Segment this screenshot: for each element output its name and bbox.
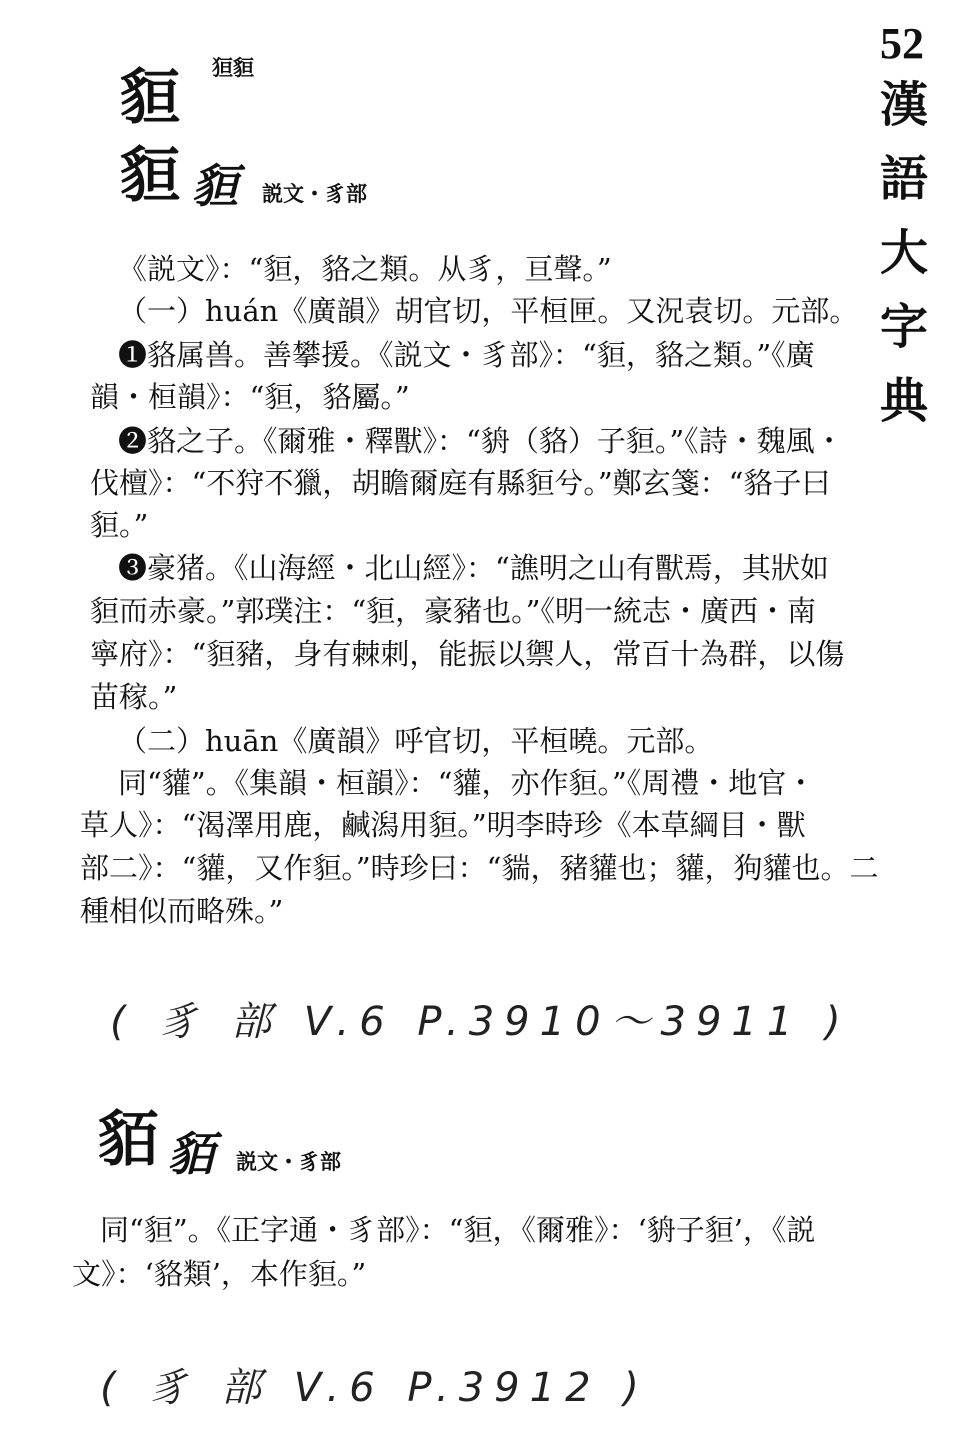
body-line: 韻・桓韻》：“貆，貉屬。” <box>90 380 410 414</box>
body-line: 《説文》：“貆，貉之類。从豸，亘聲。” <box>118 252 612 286</box>
source-label: 説文・豸部 <box>236 1149 341 1174</box>
body-line: 貆而赤豪。”郭璞注：“貆，豪豬也。”《明一統志・廣西・南 <box>90 594 816 628</box>
page-number: 52 <box>880 19 924 68</box>
body-line: ❸豪猪。《山海經・北山經》：“譙明之山有獸焉，其狀如 <box>118 551 829 585</box>
seal-script-glyph: 貊 <box>168 1127 214 1181</box>
body-line: 苗稼。” <box>90 680 178 714</box>
headword-2: 貆 <box>120 141 180 211</box>
body-line: （二）huān《廣韻》呼官切，平桓曉。元部。 <box>118 724 714 758</box>
body-line: 伐檀》：“不狩不獵，胡瞻爾庭有縣貆兮。”鄭玄箋：“貉子曰 <box>90 466 831 500</box>
body-line: 同“貆”。《正字通・豸部》：“貆，《爾雅》：‘貈子貆’，《説 <box>100 1213 816 1247</box>
handwritten-reference: ( 豸 部 V.6 P.3912 ) <box>100 1365 649 1411</box>
body-line: 同“貛”。《集韻・桓韻》：“貛，亦作貆。”《周禮・地官・ <box>118 766 816 800</box>
source-label: 説文・豸部 <box>262 181 367 206</box>
headword-1: 貆 <box>120 63 180 133</box>
body-line: ❶貉属兽。善攀援。《説文・豸部》：“貆，貉之類。”《廣 <box>118 338 815 372</box>
headword-3: 貊 <box>98 1105 158 1175</box>
handwritten-reference: ( 豸 部 V.6 P.3910～3911 ) <box>110 999 851 1045</box>
headword-variants: 狟貆 <box>212 55 254 80</box>
dictionary-title: 漢語大字典 <box>880 77 929 429</box>
body-line: （一）huán《廣韻》胡官切，平桓匣。又況袁切。元部。 <box>118 294 859 328</box>
body-line: 部二》：“貛，又作貆。”時珍曰：“貒，豬貛也；貛，狗貛也。二 <box>80 851 879 885</box>
body-line: 文》：‘貉類’，本作貆。” <box>72 1257 367 1291</box>
body-line: ❷貉之子。《爾雅・釋獸》：“貈（貉）子貆。”《詩・魏風・ <box>118 424 844 458</box>
seal-script-glyph: 貆 <box>192 159 238 213</box>
body-line: 寧府》：“貆豬，身有棘刺，能振以禦人，常百十為群，以傷 <box>90 637 845 671</box>
body-line: 種相似而略殊。” <box>80 894 284 928</box>
body-line: 草人》：“渴澤用鹿，鹹潟用貆。”明李時珍《本草綱目・獸 <box>80 808 806 842</box>
body-line: 貆。” <box>90 508 149 542</box>
